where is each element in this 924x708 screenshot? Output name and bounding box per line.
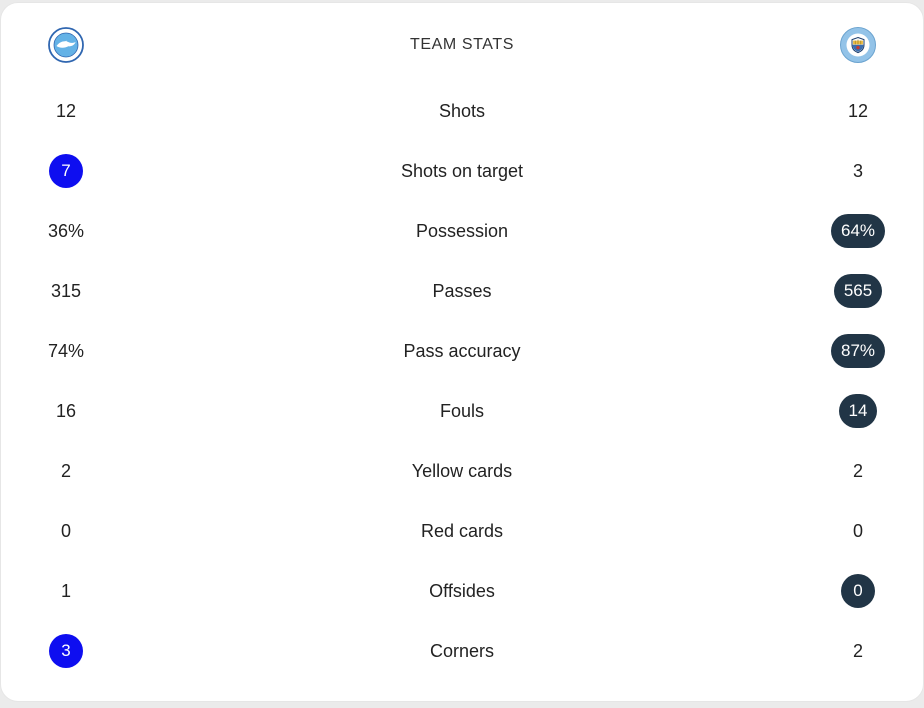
stat-row [1, 261, 923, 321]
home-value: 315 [50, 280, 82, 301]
away-value: 0 [841, 574, 875, 608]
page-title: TEAM STATS [409, 36, 515, 53]
home-value: 2 [60, 460, 71, 481]
stat-label: Shots on target [400, 160, 524, 181]
stat-label: Red cards [420, 520, 504, 541]
away-value: 12 [847, 100, 869, 121]
away-value: 0 [852, 520, 863, 541]
away-team-crest[interactable] [793, 26, 923, 64]
stat-label: Possession [415, 220, 509, 241]
stat-row [1, 561, 923, 621]
stat-label: Pass accuracy [403, 340, 521, 361]
home-value: 0 [60, 520, 71, 541]
home-value: 12 [55, 100, 77, 121]
stat-label: Fouls [439, 400, 484, 421]
away-value: 2 [852, 640, 863, 661]
home-team-crest[interactable] [1, 26, 131, 64]
home-value: 16 [55, 400, 77, 421]
stat-row [1, 141, 923, 201]
stat-row [1, 501, 923, 561]
stat-label: Yellow cards [411, 460, 513, 481]
away-value: 14 [839, 394, 878, 428]
stat-label: Corners [429, 640, 495, 661]
home-value: 1 [60, 580, 71, 601]
away-value: 565 [834, 274, 882, 308]
stat-row [1, 441, 923, 501]
team-stats-header [1, 15, 923, 75]
team-stats-card [0, 2, 924, 702]
stat-row [1, 621, 923, 681]
brighton-crest-icon [47, 26, 85, 64]
away-value: 2 [852, 460, 863, 481]
away-value: 64% [831, 214, 885, 248]
home-value: 7 [49, 154, 83, 188]
stat-row [1, 321, 923, 381]
stat-label: Offsides [429, 580, 495, 601]
stat-row [1, 81, 923, 141]
stats-list [1, 81, 923, 681]
stat-row [1, 381, 923, 441]
stat-label: Passes [432, 280, 492, 301]
away-value: 3 [852, 160, 863, 181]
home-value: 3 [49, 634, 83, 668]
stat-label: Shots [438, 100, 486, 121]
home-value: 74% [47, 340, 85, 361]
stat-row [1, 201, 923, 261]
home-value: 36% [47, 220, 85, 241]
man-city-crest-icon [839, 26, 877, 64]
away-value: 87% [831, 334, 885, 368]
